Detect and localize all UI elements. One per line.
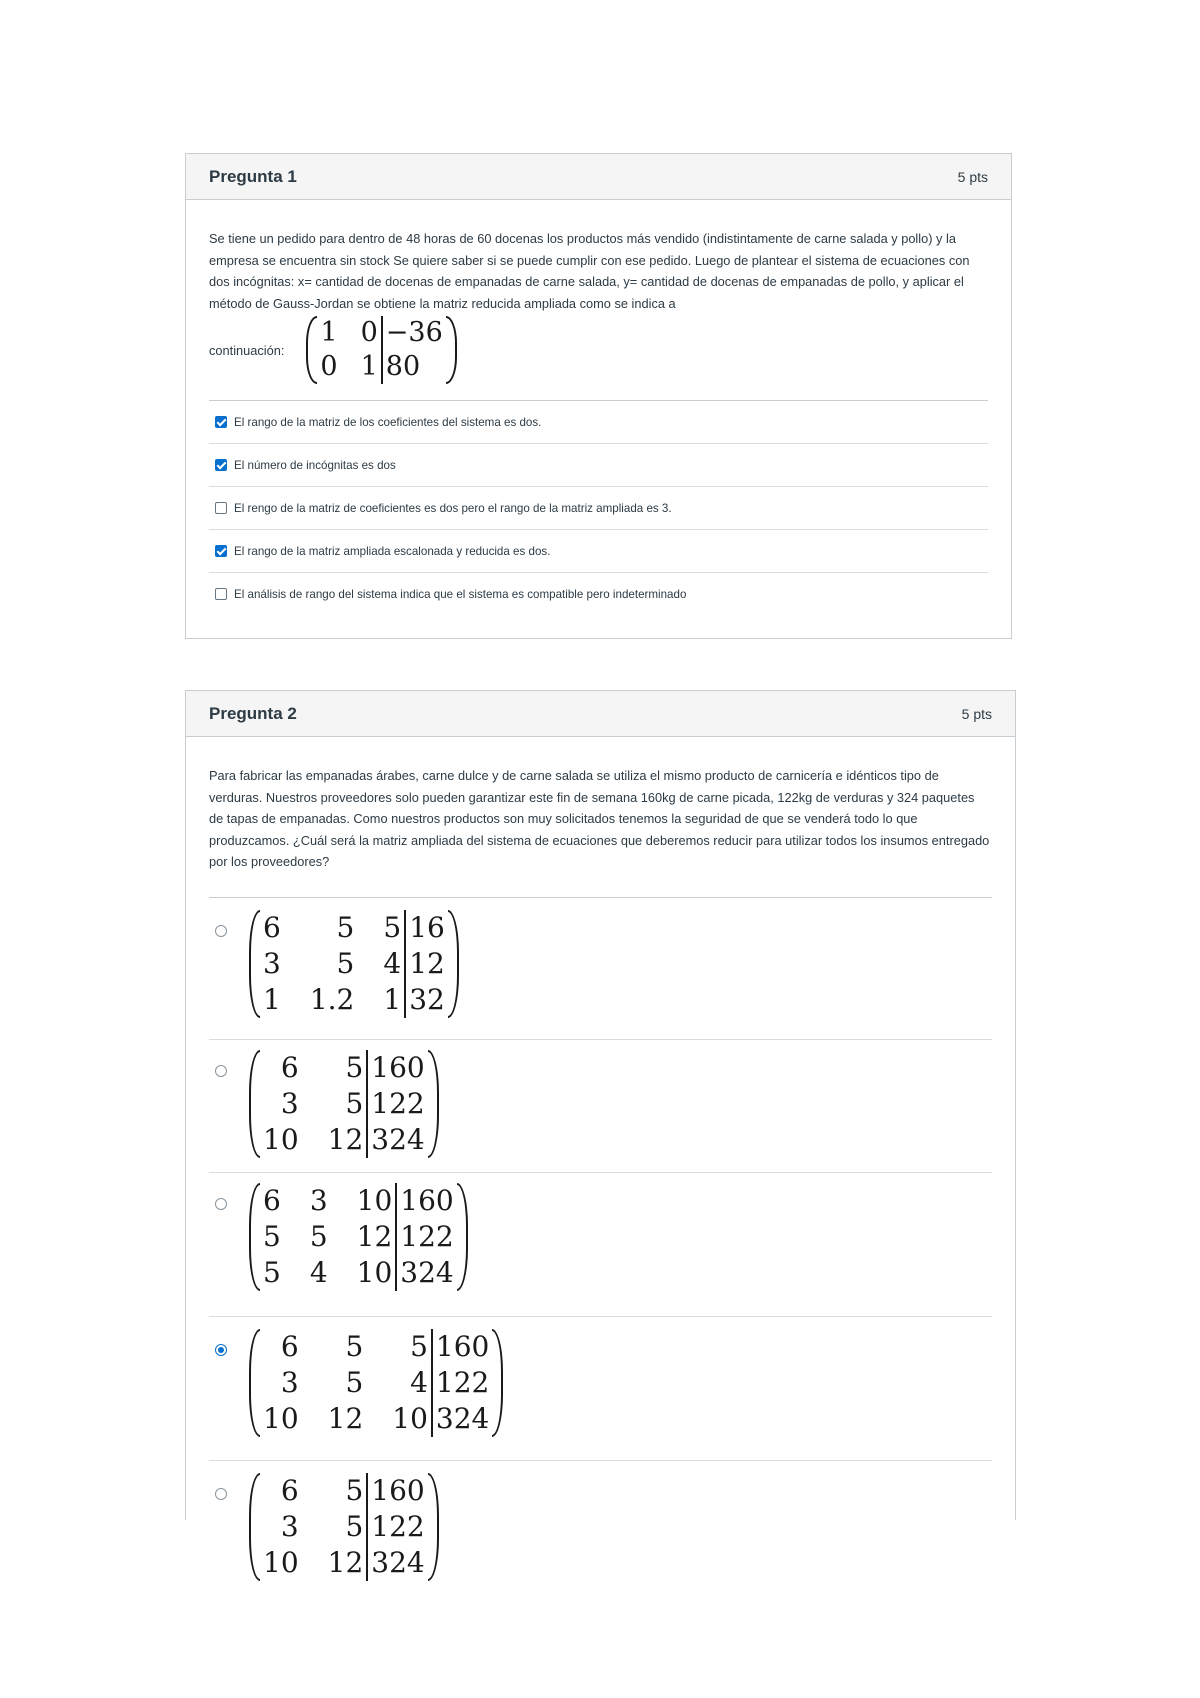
matrix-cell: 4 <box>309 1255 328 1289</box>
matrix-cell: 0 <box>360 317 378 348</box>
question-points: 5 pts <box>961 705 992 722</box>
answer-option[interactable] <box>209 1173 992 1317</box>
answer-option[interactable] <box>209 530 988 573</box>
matrix-cell: 5 <box>263 1219 281 1253</box>
matrix-cell: 16 <box>404 910 448 946</box>
augmented-matrix <box>249 1329 503 1437</box>
matrix-cell: 5 <box>345 1050 364 1084</box>
matrix-cell: 10 <box>263 1545 299 1579</box>
matrix-cell: 12 <box>404 946 448 982</box>
radio-button[interactable] <box>215 1198 227 1210</box>
answer-option[interactable] <box>209 1040 992 1173</box>
matrix-cell: 160 <box>395 1183 456 1219</box>
matrix-cell: 160 <box>431 1329 492 1365</box>
checkbox[interactable] <box>215 459 227 471</box>
matrix-cell: 324 <box>431 1401 492 1437</box>
matrix-cell: 5 <box>410 1329 428 1363</box>
matrix-cell: 1 <box>383 982 402 1016</box>
question-text: Para fabricar las empanadas árabes, carne dulce y de carne salada se utiliza el mismo producto de carnicería e idénticos tipo de verduras. Nuestros proveedores solo pueden garantizar este fin de semana 160kg de carne picada, 122kg de verduras y 324 paquetes de tapas de empanadas. Como nuestros productos son muy solicitados tenemos la seguridad de que se venderá todo lo que produzcamos. ¿Cuál será la matriz ampliada del sistema de ecuaciones que deberemos reducir para utilizar todos los insumos entregado por los proveedores? <box>209 765 992 898</box>
answer-label: El rango de la matriz ampliada escalonada y reducida es dos. <box>234 544 551 558</box>
matrix-cell: 5 <box>263 1255 281 1289</box>
question-points: 5 pts <box>957 168 988 185</box>
augmented-matrix <box>249 1050 439 1158</box>
right-paren <box>492 1329 503 1437</box>
question-text: Se tiene un pedido para dentro de 48 horas de 60 docenas los productos más vendido (indistintamente de carne salada y pollo) y la empresa se encuentra sin stock Se quiere saber si se puede cumplir con ese pedido. Luego de plantear el sistema de ecuaciones con dos incógnitas: x= cantidad de docenas de empanadas de carne salada, y= cantidad de docenas de empanadas de pollo, y aplicar el método de Gauss-Jordan se obtiene la matriz reducida ampliada como se indica a <box>209 231 970 311</box>
matrix-cell: 6 <box>263 910 281 944</box>
matrix-cell: 80 <box>381 350 446 384</box>
answer-option[interactable] <box>209 898 992 1040</box>
right-paren <box>446 316 457 384</box>
question-title: Pregunta 2 <box>209 703 297 723</box>
matrix-cell: −36 <box>381 316 446 350</box>
augmented-matrix <box>249 1183 468 1291</box>
matrix-cell: 0 <box>320 351 338 382</box>
answer-label: El rengo de la matriz de coeficientes es dos pero el rango de la matriz ampliada es 3. <box>234 501 672 515</box>
answer-option[interactable] <box>209 487 988 530</box>
left-paren <box>249 1473 260 1581</box>
right-paren <box>428 1050 439 1158</box>
right-paren <box>428 1473 439 1581</box>
matrix-cell: 12 <box>356 1219 393 1253</box>
matrix-cell: 3 <box>263 946 281 980</box>
matrix-cell: 3 <box>280 1086 299 1120</box>
matrix-cell: 324 <box>395 1255 456 1291</box>
radio-button[interactable] <box>215 925 227 937</box>
matrix-cell: 3 <box>309 1183 328 1217</box>
matrix-cell: 5 <box>345 1329 364 1363</box>
answer-option[interactable] <box>209 1317 992 1461</box>
matrix-cell: 324 <box>366 1122 427 1158</box>
question-2-card <box>185 690 1016 1579</box>
matrix-cell: 10 <box>263 1401 299 1435</box>
matrix-cell: 1 <box>320 317 338 348</box>
matrix-cell: 10 <box>356 1255 393 1289</box>
matrix-cell: 5 <box>336 910 355 944</box>
radio-button[interactable] <box>215 1065 227 1077</box>
matrix-cell: 1 <box>360 351 378 382</box>
matrix-cell: 6 <box>280 1050 299 1084</box>
matrix-cell: 12 <box>327 1545 364 1579</box>
checkbox[interactable] <box>215 416 227 428</box>
answer-list <box>209 401 988 615</box>
right-paren <box>457 1183 468 1291</box>
matrix-cell: 10 <box>392 1401 428 1435</box>
question-1-card <box>185 153 1012 639</box>
matrix-cell: 122 <box>366 1509 427 1545</box>
matrix-cell: 5 <box>309 1219 328 1253</box>
augmented-matrix <box>249 1473 439 1581</box>
matrix-cell: 5 <box>345 1086 364 1120</box>
left-paren <box>249 1329 260 1437</box>
checkbox[interactable] <box>215 502 227 514</box>
matrix-cell: 3 <box>280 1365 299 1399</box>
left-paren <box>249 1050 260 1158</box>
matrix-cell: 5 <box>336 946 355 980</box>
matrix-cell: 10 <box>356 1183 393 1217</box>
left-paren <box>249 910 260 1018</box>
answer-label: El número de incógnitas es dos <box>234 458 396 472</box>
matrix-cell: 6 <box>263 1183 281 1217</box>
matrix-cell: 122 <box>366 1086 427 1122</box>
answer-option[interactable] <box>209 573 988 615</box>
matrix-cell: 4 <box>383 946 402 980</box>
question-2-header <box>186 691 1015 737</box>
matrix-statement <box>209 316 988 401</box>
answer-option[interactable] <box>209 401 988 444</box>
radio-button[interactable] <box>215 1344 227 1356</box>
question-title: Pregunta 1 <box>209 166 297 186</box>
answer-label: El rango de la matriz de los coeficientes del sistema es dos. <box>234 415 542 429</box>
matrix-label: continuación: <box>209 342 285 358</box>
checkbox[interactable] <box>215 588 227 600</box>
matrix-cell: 4 <box>410 1365 428 1399</box>
right-paren <box>448 910 459 1018</box>
matrix-cell: 5 <box>345 1473 364 1507</box>
matrix-cell: 1.2 <box>309 982 355 1016</box>
augmented-matrix <box>306 316 456 384</box>
matrix-cell: 12 <box>327 1401 364 1435</box>
matrix-cell: 3 <box>280 1509 299 1543</box>
matrix-cell: 12 <box>327 1122 364 1156</box>
matrix-cell: 122 <box>395 1219 456 1255</box>
matrix-cell: 32 <box>404 982 448 1018</box>
answer-option[interactable] <box>209 1461 992 1579</box>
answer-option[interactable] <box>209 444 988 487</box>
matrix-cell: 5 <box>345 1509 364 1543</box>
answer-list <box>209 898 992 1579</box>
matrix-cell: 6 <box>280 1473 299 1507</box>
matrix-cell: 122 <box>431 1365 492 1401</box>
matrix-cell: 324 <box>366 1545 427 1581</box>
left-paren <box>306 316 317 384</box>
answer-label: El análisis de rango del sistema indica que el sistema es compatible pero indeterminado <box>234 587 687 601</box>
matrix-cell: 160 <box>366 1050 427 1086</box>
radio-button[interactable] <box>215 1488 227 1500</box>
checkbox[interactable] <box>215 545 227 557</box>
matrix-cell: 160 <box>366 1473 427 1509</box>
matrix-cell: 5 <box>345 1365 364 1399</box>
matrix-cell: 1 <box>263 982 281 1016</box>
augmented-matrix <box>249 910 459 1018</box>
matrix-cell: 6 <box>280 1329 299 1363</box>
question-1-header <box>186 154 1011 200</box>
left-paren <box>249 1183 260 1291</box>
matrix-cell: 10 <box>263 1122 299 1156</box>
matrix-cell: 5 <box>383 910 402 944</box>
